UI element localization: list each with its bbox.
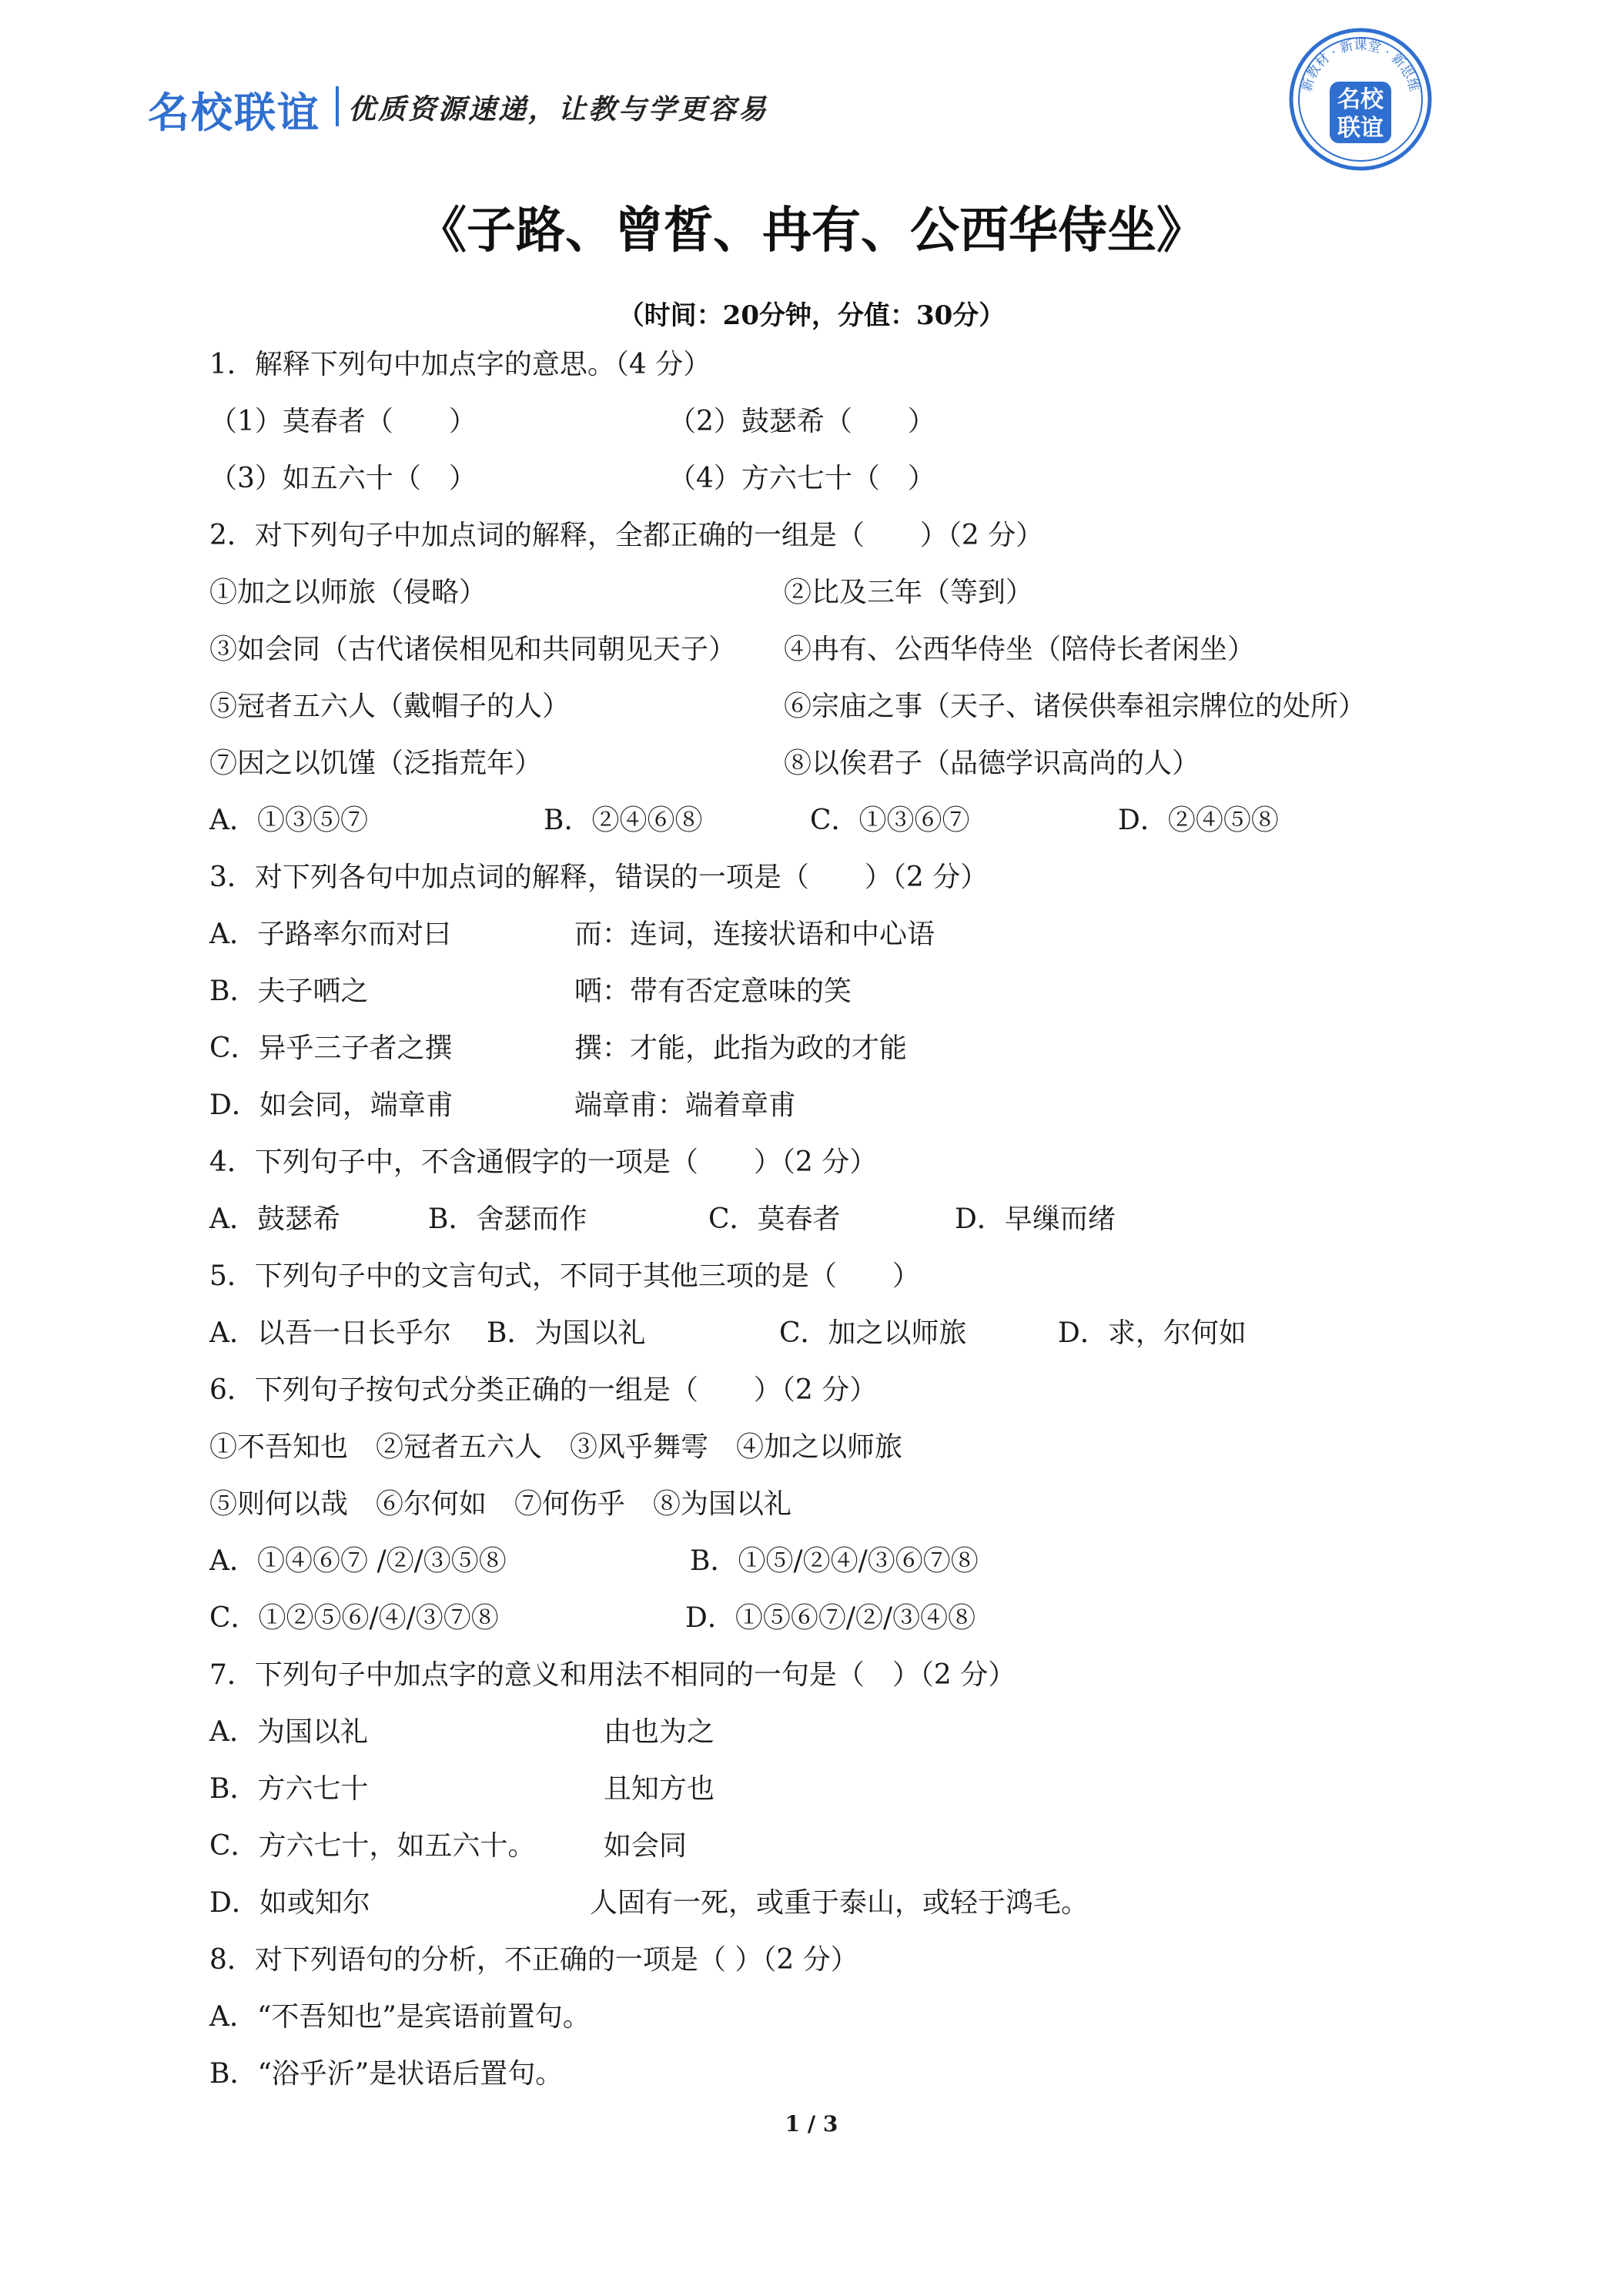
q6-option-a: A．①④⑥⑦ /②/③⑤⑧ — [209, 1545, 507, 1577]
q2-option-d: D．②④⑤⑧ — [1118, 805, 1279, 836]
q6-option-b: B．①⑤/②④/③⑥⑦⑧ — [690, 1545, 979, 1577]
school-seal-logo — [1287, 26, 1434, 172]
q2-item-6: ⑥宗庙之事（天子、诸侯供奉祖宗牌位的处所） — [784, 691, 1367, 722]
q6-stem: 6．下列句子按句式分类正确的一组是（ ）（2 分） — [209, 1374, 878, 1406]
q3-option-d: D．如会同，端章甫 — [209, 1089, 453, 1121]
q7-option-a-compare: 由也为之 — [604, 1716, 715, 1748]
q6-option-c: C．①②⑤⑥/④/③⑦⑧ — [209, 1602, 499, 1634]
svg-text:新教材 · 新课堂 · 新思维: 新教材 · 新课堂 · 新思维 — [1299, 38, 1422, 94]
q2-item-7: ⑦因之以饥馑（泛指荒年） — [209, 748, 543, 779]
q5-option-d: D．求，尔何如 — [1058, 1317, 1247, 1349]
svg-text:联谊: 联谊 — [1337, 115, 1384, 142]
q5-option-c: C．加之以师旅 — [779, 1317, 967, 1349]
q2-item-2: ②比及三年（等到） — [784, 577, 1034, 608]
q7-option-d: D．如或知尔 — [209, 1887, 370, 1919]
q1-item-3: （3）如五六十（ ） — [209, 463, 477, 494]
exam-info: （时间：20分钟，分值：30分） — [617, 300, 1006, 331]
q2-option-b: B．②④⑥⑧ — [544, 805, 703, 836]
q3-option-b-explanation: 哂：带有否定意味的笑 — [574, 976, 852, 1007]
q1-item-4: （4）方六七十（ ） — [668, 463, 935, 494]
q7-option-a: A．为国以礼 — [209, 1716, 368, 1748]
q4-option-d: D．早缫而绪 — [955, 1203, 1116, 1235]
brand-divider — [336, 86, 339, 126]
q8-option-b: B．“浴乎沂”是状语后置句。 — [209, 2058, 564, 2090]
q6-sentences-row-1: ①不吾知也 ②冠者五六人 ③风乎舞雩 ④加之以师旅 — [209, 1431, 903, 1463]
q6-sentences-row-2: ⑤则何以哉 ⑥尔何如 ⑦何伤乎 ⑧为国以礼 — [209, 1488, 792, 1520]
q5-option-b: B．为国以礼 — [487, 1317, 646, 1349]
q3-option-b: B．夫子哂之 — [209, 976, 369, 1007]
svg-text:名校: 名校 — [1337, 86, 1384, 113]
q7-option-c-compare: 如会同 — [604, 1830, 688, 1862]
q2-stem: 2．对下列句子中加点词的解释，全都正确的一组是（ ）（2 分） — [209, 520, 1044, 551]
page-title: 《子路、曾皙、冉有、公西华侍坐》 — [417, 202, 1206, 259]
q4-option-a: A．鼓瑟希 — [209, 1203, 340, 1235]
q2-option-a: A．①③⑤⑦ — [209, 805, 368, 836]
q1-item-1: （1）莫春者（ ） — [209, 406, 477, 437]
q3-option-d-explanation: 端章甫：端着章甫 — [574, 1089, 797, 1121]
q2-item-1: ①加之以师旅（侵略） — [209, 577, 487, 608]
q1-stem: 1．解释下列句中加点字的意思。（4 分） — [209, 349, 711, 380]
q3-stem: 3．对下列各句中加点词的解释，错误的一项是（ ）（2 分） — [209, 862, 989, 893]
q7-option-d-compare: 人固有一死，或重于泰山，或轻于鸿毛。 — [590, 1887, 1089, 1919]
q4-stem: 4．下列句子中，不含通假字的一项是（ ）（2 分） — [209, 1146, 878, 1178]
q5-stem: 5．下列句子中的文言句式，不同于其他三项的是（ ） — [209, 1260, 920, 1292]
q2-item-3: ③如会同（古代诸侯相见和共同朝见天子） — [209, 634, 737, 665]
q4-option-b: B．舍瑟而作 — [428, 1203, 587, 1235]
q1-item-2: （2）鼓瑟希（ ） — [668, 406, 935, 437]
q6-option-d: D．①⑤⑥⑦/②/③④⑧ — [685, 1602, 976, 1634]
q7-option-b-compare: 且知方也 — [604, 1773, 715, 1805]
q3-option-a: A．子路率尔而对曰 — [209, 919, 451, 950]
q5-option-a: A．以吾一日长乎尔 — [209, 1317, 451, 1349]
q8-stem: 8．对下列语句的分析，不正确的一项是（ ）（2 分） — [209, 1944, 858, 1976]
q4-option-c: C．莫春者 — [708, 1203, 841, 1235]
q3-option-c: C．异乎三子者之撰 — [209, 1033, 453, 1064]
q2-item-5: ⑤冠者五六人（戴帽子的人） — [209, 691, 571, 722]
q7-stem: 7．下列句子中加点字的意义和用法不相同的一句是（ ）（2 分） — [209, 1659, 1016, 1691]
q2-item-4: ④冉有、公西华侍坐（陪侍长者闲坐） — [784, 634, 1256, 665]
q8-option-a: A．“不吾知也”是宾语前置句。 — [209, 2001, 591, 2033]
brand-name: 名校联谊 — [148, 89, 320, 137]
q3-option-a-explanation: 而：连词，连接状语和中心语 — [574, 919, 935, 950]
q2-item-8: ⑧以俟君子（品德学识高尚的人） — [784, 748, 1200, 779]
q2-option-c: C．①③⑥⑦ — [810, 805, 970, 836]
q7-option-c: C．方六七十，如五六十。 — [209, 1830, 536, 1862]
q7-option-b: B．方六七十 — [209, 1773, 369, 1805]
brand-slogan: 优质资源速递，让教与学更容易 — [348, 93, 769, 126]
q3-option-c-explanation: 撰：才能，此指为政的才能 — [574, 1033, 908, 1064]
page-number: 1 / 3 — [785, 2111, 838, 2137]
